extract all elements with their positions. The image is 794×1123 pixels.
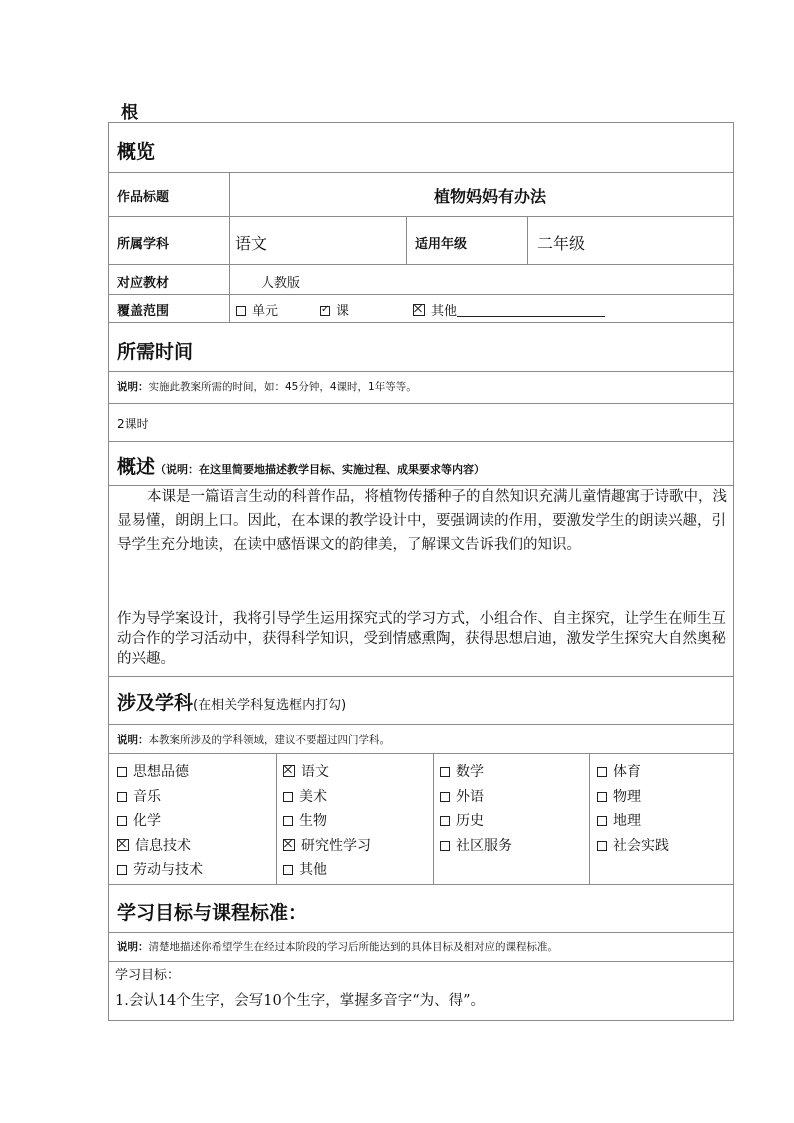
subject-option[interactable] xyxy=(117,810,161,830)
time-note: 说明：实施此教案所需的时间，如：45分钟，4课时，1年等等。 xyxy=(117,381,417,393)
coverage-option-other[interactable]: 其他 xyxy=(413,300,605,319)
subject-option[interactable] xyxy=(117,761,189,781)
subject-option-label: 语文 xyxy=(301,764,329,780)
checkbox-crossed-icon xyxy=(413,304,425,316)
subject-option[interactable] xyxy=(283,810,327,830)
subject-option[interactable] xyxy=(283,786,327,806)
textbook-label: 对应教材 xyxy=(117,276,170,291)
subject-option-label: 化学 xyxy=(133,813,161,829)
other-blank-line xyxy=(457,304,605,317)
subject-option-label: 研究性学习 xyxy=(301,837,371,854)
checkbox-unchecked-icon xyxy=(597,841,607,851)
checkbox-unchecked-icon xyxy=(236,306,246,316)
subjects-heading-row xyxy=(117,688,346,715)
subject-option-label: 社会实践 xyxy=(613,837,669,854)
subject-option-label: 劳动与技术 xyxy=(133,862,203,878)
subject-option-label: 其他 xyxy=(299,862,327,878)
subjects-note: 说明：本教案所涉及的学科领域，建议不要超过四门学科。 xyxy=(117,734,390,746)
grade-value: 二年级 xyxy=(537,234,586,253)
subject-option[interactable] xyxy=(440,761,484,781)
subject-option[interactable] xyxy=(597,786,641,806)
subject-option[interactable] xyxy=(597,761,641,781)
summary-heading-row xyxy=(117,452,485,479)
subject-option-label: 信息技术 xyxy=(135,837,191,854)
subject-option[interactable] xyxy=(597,810,641,830)
checkbox-unchecked-icon xyxy=(283,792,293,802)
goals-subheading: 学习目标： xyxy=(115,968,181,983)
checkbox-crossed-icon xyxy=(117,839,129,851)
subject-option[interactable] xyxy=(440,835,512,855)
subject-option-label: 历史 xyxy=(456,813,484,829)
title-value: 植物妈妈有办法 xyxy=(434,187,547,206)
checkbox-checked-icon xyxy=(320,306,330,316)
summary-paragraph-2: 作为导学案设计，我将引导学生运用探究式的学习方式，小组合作、自主探究，让学生在师生互动合作的学习活动中，获得科学知识，受到情感熏陶，获得思想启迪，激发学生探究大自然奥秘的兴趣。 xyxy=(117,611,726,667)
checkbox-unchecked-icon xyxy=(117,865,127,875)
goals-heading: 学习目标与课程标准： xyxy=(117,902,308,924)
checkbox-unchecked-icon xyxy=(283,865,293,875)
subject-option-label: 外语 xyxy=(456,788,484,805)
goals-item-1: 1.会认14个生字，会写10个生字，掌握多音字“为、得”。 xyxy=(115,993,486,1009)
subject-option[interactable] xyxy=(117,835,191,855)
checkbox-unchecked-icon xyxy=(283,816,293,826)
subject-option-label: 体育 xyxy=(613,764,641,780)
summary-paragraph-1: 本课是一篇语言生动的科普作品，将植物传播种子的自然知识充满儿童情趣寓于诗歌中，浅显易懂，朗朗上口。因此，在本课的教学设计中，要强调读的作用，要激发学生的朗读兴趣，引导学生充分地读，在读中感悟课文的韵律美，了解课文告诉我们的知识。 xyxy=(117,489,727,553)
subject-option[interactable] xyxy=(117,786,161,806)
subject-option-label: 美术 xyxy=(299,788,327,805)
subject-option[interactable] xyxy=(283,835,371,855)
subject-value: 语文 xyxy=(235,234,268,253)
subject-option[interactable] xyxy=(597,835,669,855)
subject-option[interactable] xyxy=(117,859,203,879)
coverage-option-unit[interactable]: 单元 xyxy=(236,300,278,319)
overview-heading: 概览 xyxy=(117,141,156,163)
checkbox-unchecked-icon xyxy=(597,767,607,777)
subject-option-label: 社区服务 xyxy=(456,837,512,854)
textbook-value: 人教版 xyxy=(261,276,301,291)
checkbox-unchecked-icon xyxy=(440,841,450,851)
title-label: 作品标题 xyxy=(117,190,170,205)
subjects-heading: 涉及学科 xyxy=(117,692,194,714)
summary-heading-note: （说明：在这里简要地描述教学目标、实施过程、成果要求等内容） xyxy=(155,463,486,476)
checkbox-unchecked-icon xyxy=(117,816,127,826)
checkbox-unchecked-icon xyxy=(440,767,450,777)
subject-option-label: 数学 xyxy=(456,764,484,780)
coverage-label: 覆盖范围 xyxy=(117,304,170,319)
subject-option-label: 生物 xyxy=(299,813,327,829)
checkbox-unchecked-icon xyxy=(597,816,607,826)
subject-option[interactable] xyxy=(283,761,329,781)
checkbox-unchecked-icon xyxy=(117,767,127,777)
subject-label: 所属学科 xyxy=(117,237,170,252)
summary-heading: 概述 xyxy=(117,456,156,478)
subject-option-label: 音乐 xyxy=(133,788,161,805)
subject-option-label: 物理 xyxy=(613,788,641,805)
checkbox-crossed-icon xyxy=(283,765,295,777)
coverage-option-lesson[interactable]: ✓ 课 xyxy=(320,300,349,319)
subject-option-label: 思想品德 xyxy=(133,764,189,780)
time-heading: 所需时间 xyxy=(117,341,194,363)
checkbox-unchecked-icon xyxy=(440,792,450,802)
checkbox-unchecked-icon xyxy=(117,792,127,802)
lesson-plan-table xyxy=(108,122,734,1021)
subject-option-label: 地理 xyxy=(613,813,641,829)
checkbox-unchecked-icon xyxy=(597,792,607,802)
grade-label: 适用年级 xyxy=(415,237,468,252)
subjects-heading-note: (在相关学科复选框内打勾) xyxy=(193,698,347,713)
subject-option[interactable] xyxy=(440,810,484,830)
subject-option[interactable] xyxy=(283,859,327,879)
checkbox-crossed-icon xyxy=(283,839,295,851)
checkbox-unchecked-icon xyxy=(440,816,450,826)
subject-option[interactable] xyxy=(440,786,484,806)
page-mark: 根 xyxy=(121,103,138,123)
time-value: 2课时 xyxy=(117,417,149,431)
goals-note: 说明：清楚地描述你希望学生在经过本阶段的学习后所能达到的具体目标及相对应的课程标准。 xyxy=(117,941,558,953)
